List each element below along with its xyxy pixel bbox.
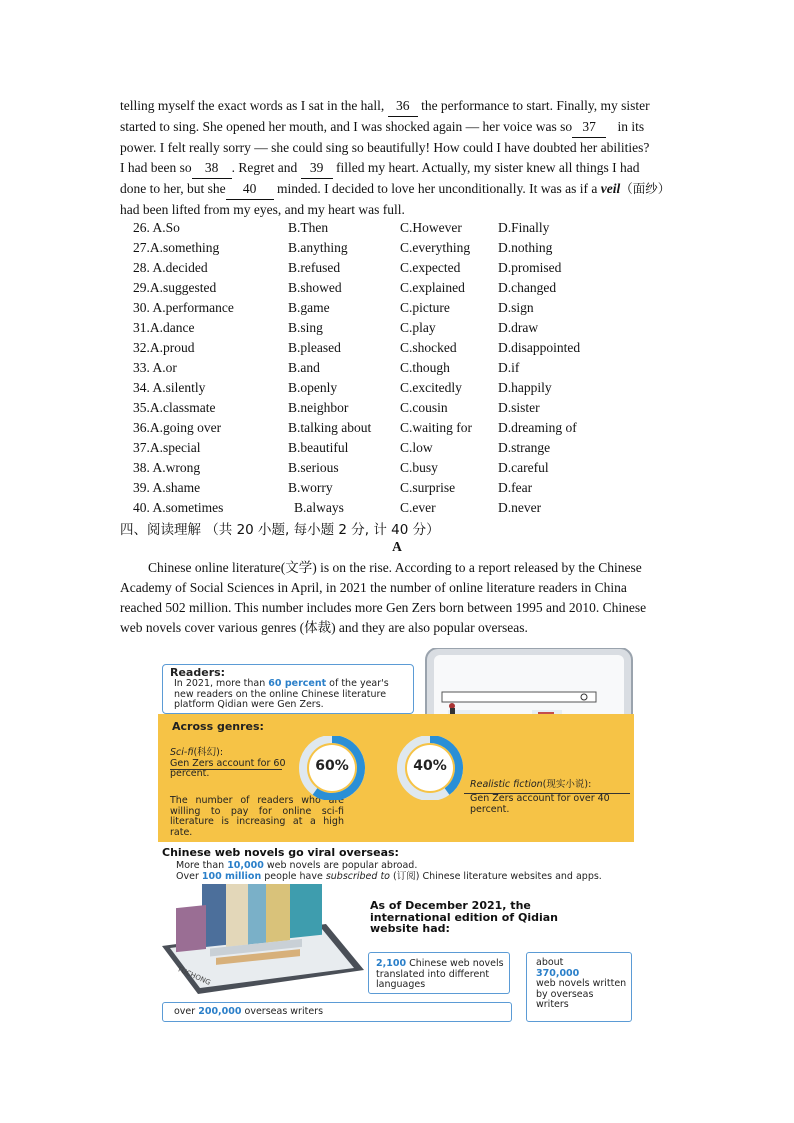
- translated-text: 2,100 Chinese web novels translated into different languages: [376, 958, 504, 990]
- veil-word: veil: [600, 181, 621, 196]
- option-b: B.sing: [288, 320, 323, 335]
- section-title: 四、阅读理解 （共 20 小题, 每小题 2 分, 计 40 分）: [120, 522, 440, 538]
- writers-text: over 200,000 overseas writers: [174, 1006, 324, 1017]
- option-c: C.everything: [400, 240, 471, 255]
- option-b: B.showed: [288, 280, 342, 295]
- option-d: D.disappointed: [498, 340, 581, 355]
- overseas-novels-text: about 370,000 web novels written by overseas writers: [536, 957, 627, 1010]
- option-b: B.Then: [288, 220, 329, 235]
- cloze-passage: [120, 96, 676, 220]
- section-letter: A: [392, 539, 402, 554]
- option-b: B.worry: [288, 480, 333, 495]
- passage-line-1: telling myself the exact words as I sat in the hall, 36 the performance to start. Finally, my sister: [120, 96, 676, 117]
- reading-line-4: web novels cover various genres (体裁) and they are also popular overseas.: [120, 620, 528, 635]
- option-a: 27.A.something: [133, 240, 220, 255]
- option-d: D.Finally: [498, 220, 550, 235]
- option-b: B.anything: [288, 240, 348, 255]
- blank-36: 36: [388, 96, 418, 117]
- realistic-percent: 40%: [413, 758, 447, 774]
- genres-title: Across genres:: [172, 720, 264, 733]
- realistic-text: Gen Zers account for over 40 percent.: [470, 793, 610, 815]
- option-c: C.shocked: [400, 340, 457, 355]
- scifi-label: Sci-fi(科幻): Gen Zers account for 60 percent.: [170, 747, 286, 779]
- option-a: 32.A.proud: [133, 340, 195, 355]
- option-b: B.beautiful: [288, 440, 349, 455]
- option-d: D.draw: [498, 320, 539, 335]
- option-a: 39. A.shame: [133, 480, 201, 495]
- option-b: B.always: [294, 500, 344, 515]
- option-d: D.fear: [498, 480, 533, 495]
- option-b: B.refused: [288, 260, 341, 275]
- option-a: 38. A.wrong: [133, 460, 201, 475]
- option-d: D.nothing: [498, 240, 553, 255]
- reading-line-1: Chinese online literature(文学) is on the rise. According to a report released by the Chinese: [148, 560, 642, 575]
- option-b: B.neighbor: [288, 400, 349, 415]
- option-c: C.play: [400, 320, 436, 335]
- option-c: C.However: [400, 220, 462, 235]
- option-c: C.though: [400, 360, 450, 375]
- option-a: 29.A.suggested: [133, 280, 217, 295]
- option-a: 36.A.going over: [133, 420, 222, 435]
- option-a: 33. A.or: [133, 360, 177, 375]
- option-c: C.picture: [400, 300, 450, 315]
- option-c: C.surprise: [400, 480, 456, 495]
- passage-line-6: had been lifted from my eyes, and my heart was full.: [120, 202, 405, 217]
- blank-38: 38: [192, 158, 232, 179]
- overseas-title: Chinese web novels go viral overseas:: [162, 846, 399, 859]
- readers-title: Readers:: [170, 666, 226, 679]
- option-a: 31.A.dance: [133, 320, 195, 335]
- books-illustration: [158, 884, 370, 996]
- option-d: D.dreaming of: [498, 420, 577, 435]
- option-d: D.happily: [498, 380, 552, 395]
- passage-line-3: power. I felt really sorry — she could sing so beautifully! How could I have doubted her abilities?: [120, 140, 650, 155]
- option-b: B.and: [288, 360, 320, 375]
- option-c: C.cousin: [400, 400, 448, 415]
- option-d: D.if: [498, 360, 520, 375]
- infographic: [158, 648, 636, 1026]
- option-a: 35.A.classmate: [133, 400, 216, 415]
- passage-line-2: started to sing. She opened her mouth, and I was shocked again — her voice was so 37 in its: [120, 117, 676, 138]
- option-d: D.strange: [498, 440, 551, 455]
- option-d: D.sign: [498, 300, 534, 315]
- option-c: C.busy: [400, 460, 438, 475]
- option-c: C.ever: [400, 500, 436, 515]
- readers-text: In 2021, more than 60 percent of the year's new readers on the online Chinese literature platform Qidian were Gen Zers.: [174, 678, 389, 710]
- option-b: B.talking about: [288, 420, 372, 435]
- blank-39: 39: [301, 158, 333, 179]
- option-c: C.waiting for: [400, 420, 472, 435]
- option-c: C.low: [400, 440, 433, 455]
- watermark-label: TUCHONG: [175, 965, 212, 987]
- veil-gloss: （面纱）: [620, 181, 671, 196]
- option-d: D.promised: [498, 260, 562, 275]
- option-c: C.expected: [400, 260, 461, 275]
- december-title: As of December 2021, the international edition of Qidian website had:: [370, 899, 558, 935]
- option-b: B.serious: [288, 460, 339, 475]
- scifi-percent: 60%: [315, 758, 349, 774]
- option-a: 30. A.performance: [133, 300, 234, 315]
- reading-line-2: Academy of Social Sciences in April, in 2021 the number of online literature readers in China: [120, 580, 627, 595]
- overseas-text: More than 10,000 web novels are popular abroad. Over 100 million people have subscribed to (订阅) Chinese literature websites and apps.: [176, 860, 602, 882]
- reading-line-3: reached 502 million. This number includes more Gen Zers born between 1995 and 2010. Chinese: [120, 600, 647, 615]
- option-d: D.sister: [498, 400, 540, 415]
- option-d: D.changed: [498, 280, 557, 295]
- scifi-note: The number of readers who are willing to pay for online sci-fi literature is increasing at a high rate.: [170, 795, 344, 838]
- blank-40: 40: [226, 179, 274, 200]
- realistic-label: Realistic fiction(现实小说):: [470, 779, 592, 790]
- option-d: D.careful: [498, 460, 549, 475]
- option-a: 40. A.sometimes: [133, 500, 224, 515]
- option-b: B.openly: [288, 380, 338, 395]
- passage-line-4: I had been so 38 . Regret and 39 filled my heart. Actually, my sister knew all things I had: [120, 158, 676, 179]
- option-b: B.pleased: [288, 340, 341, 355]
- option-a: 28. A.decided: [133, 260, 208, 275]
- blank-37: 37: [572, 117, 606, 138]
- option-a: 34. A.silently: [133, 380, 206, 395]
- reading-passage: [120, 558, 676, 638]
- option-c: C.excitedly: [400, 380, 462, 395]
- option-a: 37.A.special: [133, 440, 201, 455]
- option-a: 26. A.So: [133, 220, 180, 235]
- scifi-divider: [170, 769, 282, 770]
- option-b: B.game: [288, 300, 330, 315]
- option-d: D.never: [498, 500, 542, 515]
- passage-line-5: done to her, but she 40 minded. I decided to love her unconditionally. It was as if a veil（面纱）: [120, 179, 676, 200]
- option-c: C.explained: [400, 280, 465, 295]
